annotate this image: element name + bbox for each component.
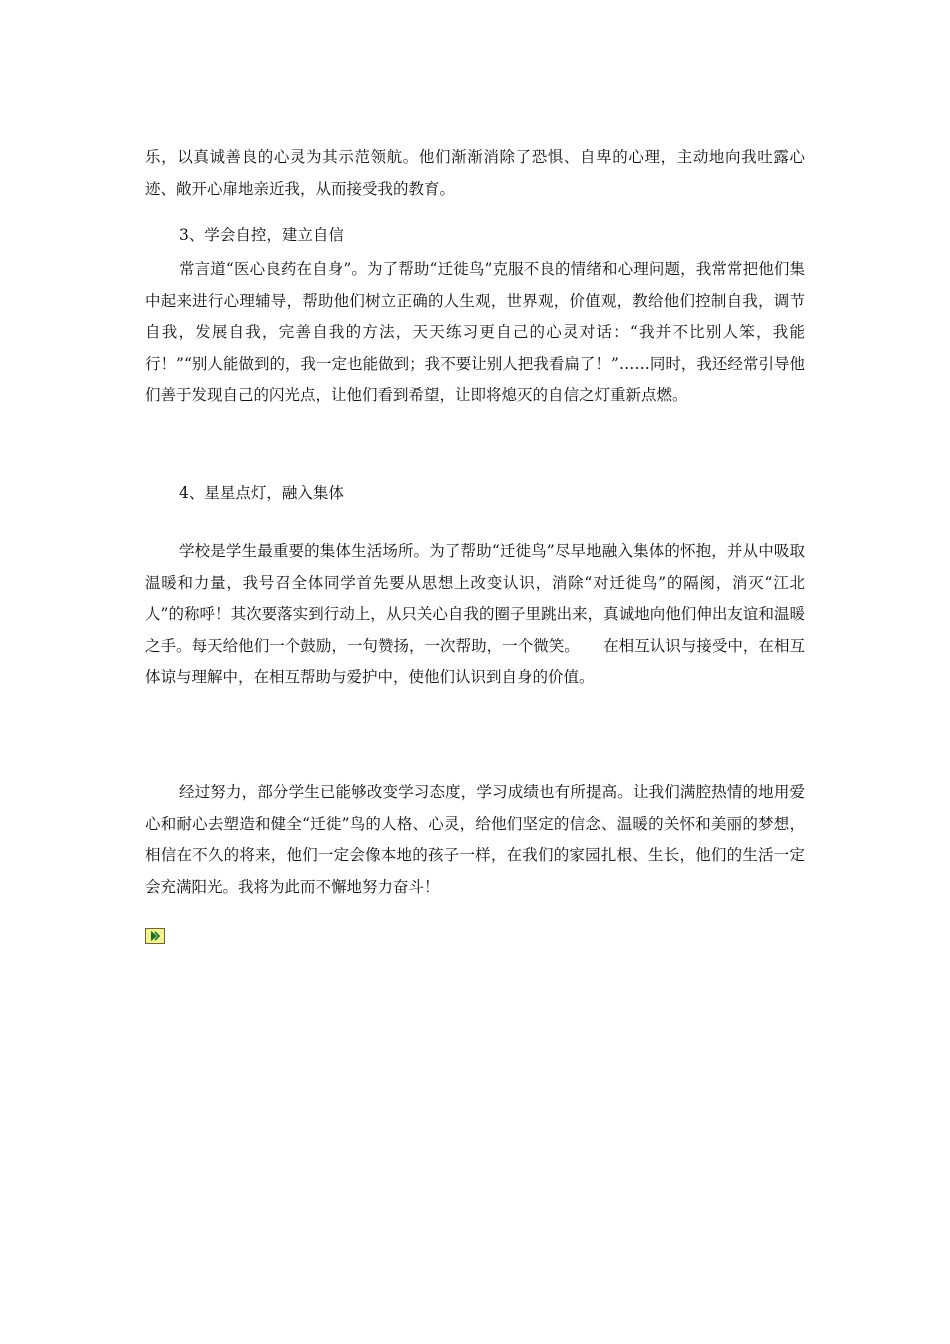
paragraph-integration: 学校是学生最重要的集体生活场所。为了帮助“迁徙鸟”尽早地融入集体的怀抱，并从中吸取温暖和力量，我号召全体同学首先要从思想上改变认识，消除“对迁徙鸟”的隔阂，消灭“江北人”的称呼！其次要落实到行动上，从只关心自我的圈子里跳出来，真诚地向他们伸出友谊和温暖之手。每天给他们一个鼓励，一句赞扬，一次帮助，一个微笑。 在相互认识与接受中，在相互体谅与理解中，在相互帮助与爱护中，使他们认识到自身的价值。 bbox=[145, 542, 805, 686]
paragraph-self-control: 常言道“医心良药在自身”。为了帮助“迁徙鸟”克服不良的情绪和心理问题，我常常把他们集中起来进行心理辅导，帮助他们树立正确的人生观，世界观，价值观，教给他们控制自我，调节自我，发展自我，完善自我的方法，天天练习更自己的心灵对话：“我并不比别人笨，我能行！”“别人能做到的，我一定也能做到；我不要让别人把我看扁了！”……同时，我还经常引导他们善于发现自己的闪光点，让他们看到希望，让即将熄灭的自信之灯重新点燃。 bbox=[145, 260, 805, 404]
paragraph-continuation: 乐，以真诚善良的心灵为其示范领航。他们渐渐消除了恐惧、自卑的心理，主动地向我吐露心迹、敞开心扉地亲近我，从而接受我的教育。 bbox=[145, 148, 805, 198]
paragraph-conclusion: 经过努力，部分学生已能够改变学习态度，学习成绩也有所提高。让我们满腔热情的地用爱心和耐心去塑造和健全“迁徙”鸟的人格、心灵，给他们坚定的信念、温暖的关怀和美丽的梦想，相信在不久的将来，他们一定会像本地的孩子一样，在我们的家园扎根、生长，他们的生活一定会充满阳光。我将为此而不懈地努力奋斗！ bbox=[145, 783, 805, 896]
section-heading-3: 3、学会自控，建立自信 bbox=[179, 226, 344, 244]
document-link-icon[interactable] bbox=[145, 928, 165, 944]
section-heading-4: 4、星星点灯，融入集体 bbox=[179, 484, 344, 502]
